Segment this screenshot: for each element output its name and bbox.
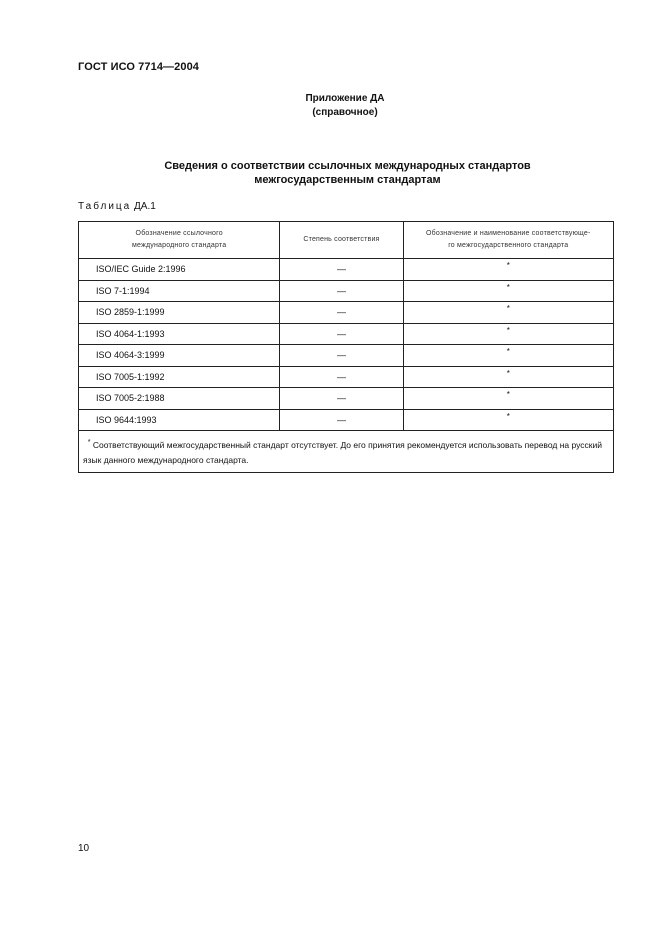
table-header-row [79, 222, 614, 259]
cell-degree: — [280, 345, 403, 367]
cell-standard: ISO 7005-1:1992 [79, 366, 280, 388]
header-col3-line-1: Обозначение и наименование соответствующе- [425, 230, 591, 237]
cell-gost: * [403, 345, 613, 367]
header-col3-line-2: го межгосударственного стандарта [448, 242, 569, 249]
cell-degree: — [280, 409, 403, 431]
document-code: ГОСТ ИСО 7714—2004 [78, 61, 200, 73]
footnote-text: Соответствующий межгосударственный стандарт отсутствует. До его принятия рекомендуется использовать перевод на русский язык данного международного стандарта. [83, 439, 602, 465]
cell-standard: ISO 4064-1:1993 [79, 323, 280, 345]
table-row [79, 366, 614, 388]
standards-correspondence-table [78, 221, 614, 473]
cell-degree: — [280, 280, 403, 302]
table-caption-number: ДА.1 [134, 201, 156, 212]
appendix-title: Приложение ДА [305, 93, 385, 104]
table-row [79, 323, 614, 345]
cell-gost: * [403, 388, 613, 410]
table-row [79, 259, 614, 281]
table-row [79, 409, 614, 431]
table-footnote-row [79, 431, 614, 473]
section-title-line-2: межгосударственным стандартам [254, 174, 441, 186]
header-col1-line-2: международного стандарта [132, 242, 227, 249]
appendix-heading [0, 92, 661, 120]
header-col1-line-1: Обозначение ссылочного [135, 230, 223, 237]
cell-gost: * [403, 323, 613, 345]
header-international-standard [79, 222, 280, 259]
table-row [79, 302, 614, 324]
cell-standard: ISO 7-1:1994 [79, 280, 280, 302]
cell-standard: ISO 4064-3:1999 [79, 345, 280, 367]
cell-standard: ISO 2859-1:1999 [79, 302, 280, 324]
cell-standard: ISO 7005-2:1988 [79, 388, 280, 410]
cell-degree: — [280, 366, 403, 388]
section-title [0, 159, 661, 187]
cell-standard: ISO/IEC Guide 2:1996 [79, 259, 280, 281]
table-row [79, 280, 614, 302]
cell-gost: * [403, 409, 613, 431]
footnote-mark: * [87, 438, 91, 446]
cell-degree: — [280, 259, 403, 281]
cell-standard: ISO 9644:1993 [79, 409, 280, 431]
cell-degree: — [280, 388, 403, 410]
table-row [79, 388, 614, 410]
page-number: 10 [78, 843, 90, 854]
header-interstate-standard [403, 222, 613, 259]
cell-degree: — [280, 302, 403, 324]
cell-degree: — [280, 323, 403, 345]
cell-gost: * [403, 366, 613, 388]
cell-gost: * [403, 302, 613, 324]
section-title-line-1: Сведения о соответствии ссылочных международных стандартов [164, 160, 531, 172]
appendix-subtitle: (справочное) [312, 107, 378, 118]
header-degree-of-correspondence: Степень соответствия [280, 222, 403, 259]
table-row [79, 345, 614, 367]
table-footnote [79, 431, 614, 473]
cell-gost: * [403, 259, 613, 281]
table-caption [78, 201, 156, 212]
table-caption-word: Таблица [78, 201, 132, 212]
cell-gost: * [403, 280, 613, 302]
